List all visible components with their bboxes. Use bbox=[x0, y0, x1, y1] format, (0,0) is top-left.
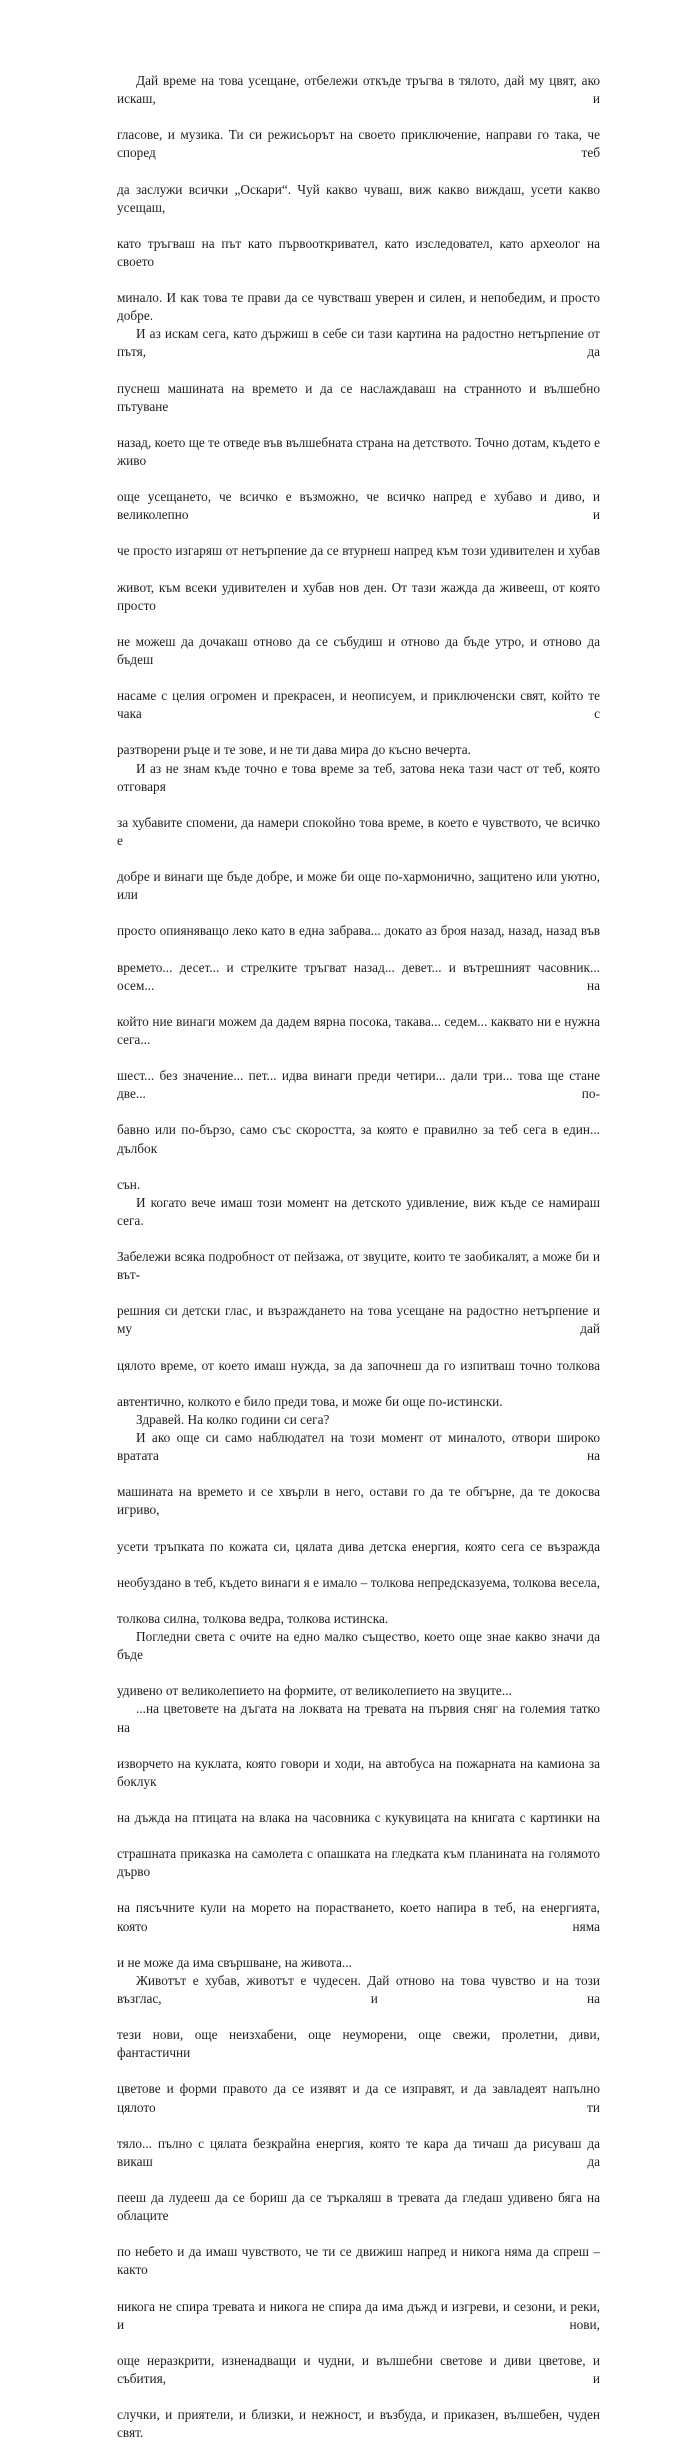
paragraph-line: пееш да лудееш да се бориш да се търкаляш в тревата да гледаш удивено бяга на облаците bbox=[117, 2189, 600, 2224]
paragraph-line: изворчето на куклата, която говори и ходи, на автобуса на пожарната на камиона за боклук bbox=[117, 1755, 600, 1789]
paragraph-first-line: Здравей. На колко години си сега? bbox=[136, 1411, 330, 1427]
paragraph-line: машината на времето и се хвърли в него, остави го да те обгърне, да те докосва игриво, bbox=[117, 1484, 600, 1518]
paragraph-line: живот, към всеки удивителен и хубав нов ден. От тази жажда да живееш, от която просто bbox=[117, 579, 600, 613]
paragraph-line: че просто изгаряш от нетърпение да се втурнеш напред към този удивителен и хубав bbox=[117, 543, 600, 559]
paragraph-first-line: И аз не знам къде точно е това време за теб, затова нека тази част от теб, която отговаря bbox=[117, 760, 600, 794]
paragraph-line: цялото време, от което имаш нужда, за да започнеш да го изпитваш точно толкова bbox=[117, 1357, 600, 1373]
paragraph-line: бавно или по-бързо, само със скоростта, за която е правилно за теб сега в един... дълбок bbox=[117, 1122, 600, 1156]
paragraph-line: гласове, и музика. Ти си режисьорът на своето приключение, направи го така, че според теб bbox=[117, 127, 600, 161]
paragraph-line: толкова силна, толкова ведра, толкова истинска. bbox=[117, 1610, 389, 1626]
paragraph-first-line: И аз искам сега, като държиш в себе си тази картина на радостно нетърпение от пътя, да bbox=[117, 326, 600, 360]
paragraph-line: необуздано в теб, където винаги я е имало – толкова непредсказуема, толкова весела, bbox=[117, 1574, 600, 1590]
paragraph-line: който ние винаги можем да дадем вярна посока, такава... седем... каквато ни е нужна сега... bbox=[117, 1013, 600, 1047]
paragraph-first-line: И когато вече имаш този момент на детското удивление, виж къде се намираш сега. bbox=[117, 1194, 600, 1228]
paragraph-line: страшната приказка на самолета с опашката на гледката към планината на голямото дърво bbox=[117, 1846, 600, 1880]
paragraph-first-line: Дай време на това усещане, отбележи откъде тръгва в тялото, дай му цвят, ако искаш, и bbox=[117, 73, 600, 107]
paragraph-line: не можеш да дочакаш отново да се събудиш и отново да бъде утро, и отново да бъдеш bbox=[117, 633, 600, 667]
paragraph-line: на пясъчните кули на морето на порастването, което напира в теб, на енергията, която няма bbox=[117, 1900, 600, 1934]
body-text bbox=[117, 72, 600, 2442]
paragraph-line: никога не спира тревата и никога не спира да има дъжд и изгреви, и сезони, и реки, и нови, bbox=[117, 2298, 600, 2332]
paragraph-line: да заслужи всички „Оскари“. Чуй какво чуваш, виж какво виждаш, усети какво усещаш, bbox=[117, 181, 600, 215]
paragraph-line: разтворени ръце и те зове, и не ти дава мира до късно вечерта. bbox=[117, 742, 472, 758]
paragraph-line: решния си детски глас, и възраждането на това усещане на радостно нетърпение и му дай bbox=[117, 1303, 600, 1337]
paragraph-line: Забележи всяка подробност от пейзажа, от звуците, които те заобикалят, а може би и вът- bbox=[117, 1249, 600, 1283]
paragraph-line: на дъжда на птицата на влака на часовника с кукувицата на книгата с картинки на bbox=[117, 1810, 600, 1825]
paragraph-line: удивено от великолепието на формите, от великолепието на звуците... bbox=[117, 1683, 512, 1699]
paragraph-line: по небето и да имаш чувството, че ти се движиш напред и никога няма да спреш – както bbox=[117, 2244, 600, 2278]
paragraph-line: тези нови, още неизхабени, още неуморени, още свежи, пролетни, диви, фантастични bbox=[117, 2027, 600, 2061]
paragraph-line: сън. bbox=[117, 1176, 141, 1192]
paragraph-line: минало. И как това те прави да се чувстваш уверен и силен, и непобедим, и просто добре. bbox=[117, 290, 600, 324]
paragraph-first-line: И ако още си само наблюдател на този момент от миналото, отвори широко вратата на bbox=[117, 1430, 600, 1464]
paragraph-first-line: Погледни света с очите на едно малко същество, което още знае какво значи да бъде bbox=[117, 1629, 600, 1663]
paragraph-line: и не може да има свършване, на живота... bbox=[117, 1954, 352, 1970]
paragraph-line: времето... десет... и стрелките тръгват назад... девет... и вътрешният часовник... осем... на bbox=[117, 959, 600, 993]
paragraph-line: шест... без значение... пет... идва винаги преди четири... дали три... това ще стане две... по- bbox=[117, 1068, 600, 1102]
paragraph-line: насаме с целия огромен и прекрасен, и неописуем, и приключенски свят, който те чака с bbox=[117, 688, 600, 722]
paragraph-line: случки, и приятели, и близки, и нежност, и възбуда, и приказен, вълшебен, чуден свят. bbox=[117, 2407, 600, 2441]
paragraph-line: за хубавите спомени, да намери спокойно това време, в което е чувството, че всичко е bbox=[117, 814, 600, 848]
paragraph-line: добре и винаги ще бъде добре, и може би още по-хармонично, защитено или уютно, или bbox=[117, 869, 600, 903]
paragraph-line: назад, което ще те отведе във вълшебната страна на детството. Точно дотам, където е живо bbox=[117, 434, 601, 468]
paragraph-line: тяло... пълно с цялата безкрайна енергия, която те кара да тичаш да рисуваш да викаш да bbox=[117, 2135, 600, 2169]
paragraph-line: като тръгваш на път като първооткривател, като изследовател, като археолог на своето bbox=[117, 235, 600, 269]
paragraph-line: цветове и форми правото да се изявят и да се изправят, и да завладеят напълно цялото ти bbox=[117, 2081, 600, 2115]
paragraph-line: автентично, колкото е било преди това, и може би още по-истински. bbox=[117, 1393, 503, 1409]
paragraph-first-line: Животът е хубав, животът е чудесен. Дай отново на това чувство и на този възглас, и на bbox=[117, 1972, 600, 2006]
paragraph-line: още неразкрити, изненадващи и чудни, и вълшебни светове и диви цветове, и събития, и bbox=[117, 2352, 600, 2386]
paragraph-line: пуснеш машината на времето и да се наслаждаваш на странното и вълшебно пътуване bbox=[117, 380, 600, 414]
paragraph-first-line: ...на цветовете на дъгата на локвата на тревата на първия сняг на големия татко на bbox=[117, 1701, 600, 1735]
paragraph-line: още усещането, че всичко е възможно, че всичко напред е хубаво и диво, и великолепно и bbox=[117, 489, 600, 523]
paragraph-line: просто опияняващо леко като в една забрава... докато аз броя назад, назад, назад във bbox=[117, 923, 600, 939]
paragraph-line: усети тръпката по кожата си, цялата дива детска енергия, която сега се възражда bbox=[117, 1538, 600, 1554]
